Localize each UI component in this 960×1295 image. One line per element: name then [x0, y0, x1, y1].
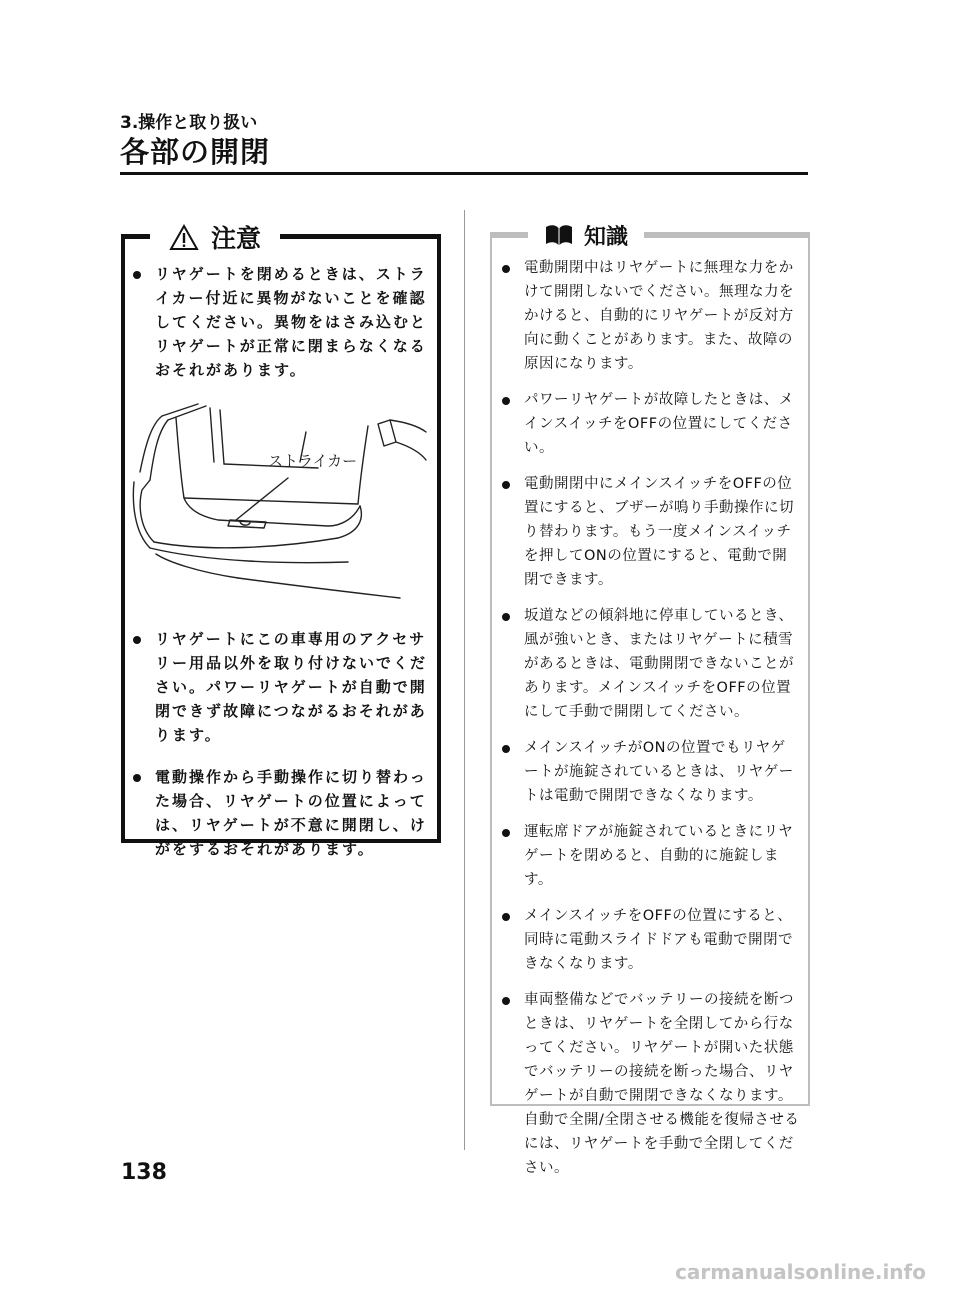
knowledge-list	[500, 256, 800, 1192]
knowledge-item: 坂道などの傾斜地に停車しているとき、風が強いとき、またはリヤゲートに積雪があるときは、電動開閉できないことがあります。メインスイッチをOFFの位置にして手動で開閉してください。	[500, 604, 800, 724]
column-divider	[464, 210, 465, 1150]
page-title: 各部の開閉	[120, 135, 271, 169]
caution-list-top	[131, 262, 429, 400]
section-label: 3.操作と取り扱い	[120, 113, 258, 133]
caution-title: 注意	[210, 224, 261, 253]
knowledge-item: パワーリヤゲートが故障したときは、メインスイッチをOFFの位置にしてください。	[500, 388, 800, 460]
tailgate-striker-illustration	[128, 402, 428, 602]
caution-item: 電動操作から手動操作に切り替わった場合、リヤゲートの位置によっては、リヤゲートが不意に開閉し、けがをするおそれがあります。	[131, 765, 429, 861]
caution-item: リヤゲートを閉めるときは、ストライカー付近に異物がないことを確認してください。異物をはさみ込むとリヤゲートが正常に閉まらなくなるおそれがあります。	[131, 262, 429, 382]
caution-list-bottom	[131, 627, 429, 879]
knowledge-item: 電動開閉中にメインスイッチをOFFの位置にすると、ブザーが鳴り手動操作に切り替わります。もう一度メインスイッチを押してONの位置にすると、電動で開閉できます。	[500, 472, 800, 592]
knowledge-item: メインスイッチがONの位置でもリヤゲートが施錠されているときは、リヤゲートは電動で開閉できなくなります。	[500, 736, 800, 808]
knowledge-title: 知識	[583, 224, 628, 250]
caution-item: リヤゲートにこの車専用のアクセサリー用品以外を取り付けないでください。パワーリヤゲートが自動で開閉できず故障につながるおそれがあります。	[131, 627, 429, 747]
header-divider	[120, 172, 808, 175]
caution-heading	[150, 220, 280, 254]
watermark: carmanualsonline.info	[675, 1260, 926, 1284]
page-number: 138	[121, 1160, 167, 1185]
knowledge-heading	[528, 218, 644, 252]
striker-label: ストライカー	[268, 452, 358, 470]
warning-triangle-icon	[169, 224, 199, 251]
knowledge-item: 電動開閉中はリヤゲートに無理な力をかけて開閉しないでください。無理な力をかけると、自動的にリヤゲートが反対方向に動くことがあります。また、故障の原因になります。	[500, 256, 800, 376]
knowledge-item: メインスイッチをOFFの位置にすると、同時に電動スライドドアも電動で開閉できなくなります。	[500, 904, 800, 976]
knowledge-item: 車両整備などでバッテリーの接続を断つときは、リヤゲートを全閉してから行なってください。リヤゲートが開いた状態でバッテリーの接続を断った場合、リヤゲートが自動で開閉できなくなります。自動で全開/全閉させる機能を復帰させるには、リヤゲートを手動で全閉してください。	[500, 988, 800, 1180]
knowledge-item: 運転席ドアが施錠されているときにリヤゲートを閉めると、自動的に施錠します。	[500, 820, 800, 892]
book-icon	[544, 223, 574, 247]
